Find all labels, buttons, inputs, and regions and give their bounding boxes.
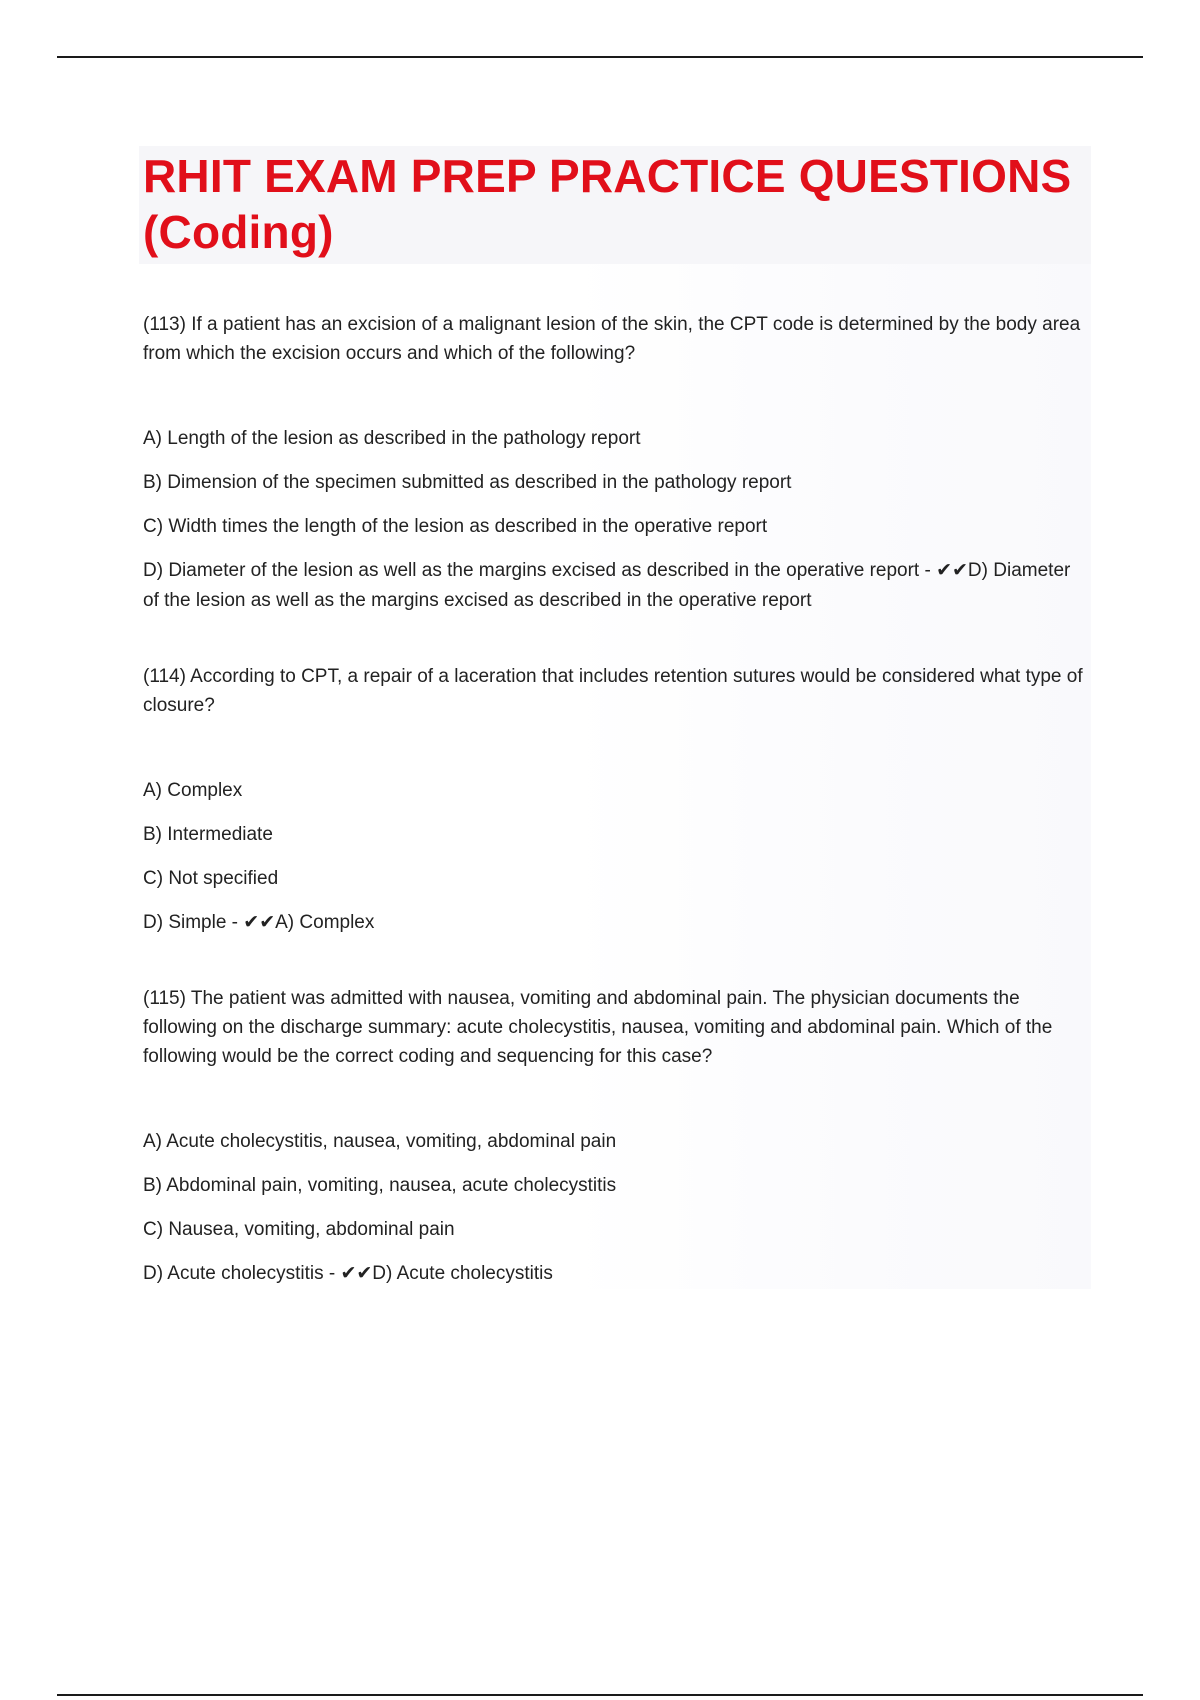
document-body — [143, 146, 1091, 1289]
option-c: C) Width times the length of the lesion as described in the operative report — [143, 516, 768, 537]
option-d-with-answer: D) Diameter of the lesion as well as the margins excised as described in the operative report - ✔✔D) Diameter of the lesion as well as the margins excised as described in the operative report — [143, 560, 1071, 611]
option-c: C) Not specified — [143, 868, 279, 889]
option-b: B) Abdominal pain, vomiting, nausea, acute cholecystitis — [143, 1175, 617, 1196]
question-list — [143, 264, 1091, 1289]
question-prompt: (115) The patient was admitted with nausea, vomiting and abdominal pain. The physician documents the following on the discharge summary: acute cholecystitis, nausea, vomiting and abdominal pain. Which of the following would be the correct coding and sequencing for this case? — [143, 988, 1053, 1067]
question-115 — [143, 938, 1091, 1289]
option-a: A) Acute cholecystitis, nausea, vomiting, abdominal pain — [143, 1131, 617, 1152]
question-113 — [143, 264, 1091, 616]
header-rule — [57, 56, 1143, 58]
option-b: B) Intermediate — [143, 824, 273, 845]
answer-options — [143, 424, 1091, 616]
document-title: RHIT EXAM PREP PRACTICE QUESTIONS (Coding) — [143, 150, 1072, 258]
option-a: A) Length of the lesion as described in the pathology report — [143, 428, 641, 449]
footer-rule — [57, 1694, 1143, 1696]
answer-options — [143, 1127, 1091, 1289]
question-114 — [143, 616, 1091, 938]
question-prompt: (114) According to CPT, a repair of a laceration that includes retention sutures would be considered what type of closure? — [143, 666, 1083, 716]
title-band — [139, 146, 1091, 264]
option-a: A) Complex — [143, 780, 243, 801]
answer-options — [143, 776, 1091, 938]
option-d-with-answer: D) Acute cholecystitis - ✔✔D) Acute cholecystitis — [143, 1263, 553, 1284]
option-d-with-answer: D) Simple - ✔✔A) Complex — [143, 912, 375, 933]
question-prompt: (113) If a patient has an excision of a malignant lesion of the skin, the CPT code is determined by the body area from which the excision occurs and which of the following? — [143, 314, 1081, 364]
option-b: B) Dimension of the specimen submitted as described in the pathology report — [143, 472, 792, 493]
option-c: C) Nausea, vomiting, abdominal pain — [143, 1219, 455, 1240]
